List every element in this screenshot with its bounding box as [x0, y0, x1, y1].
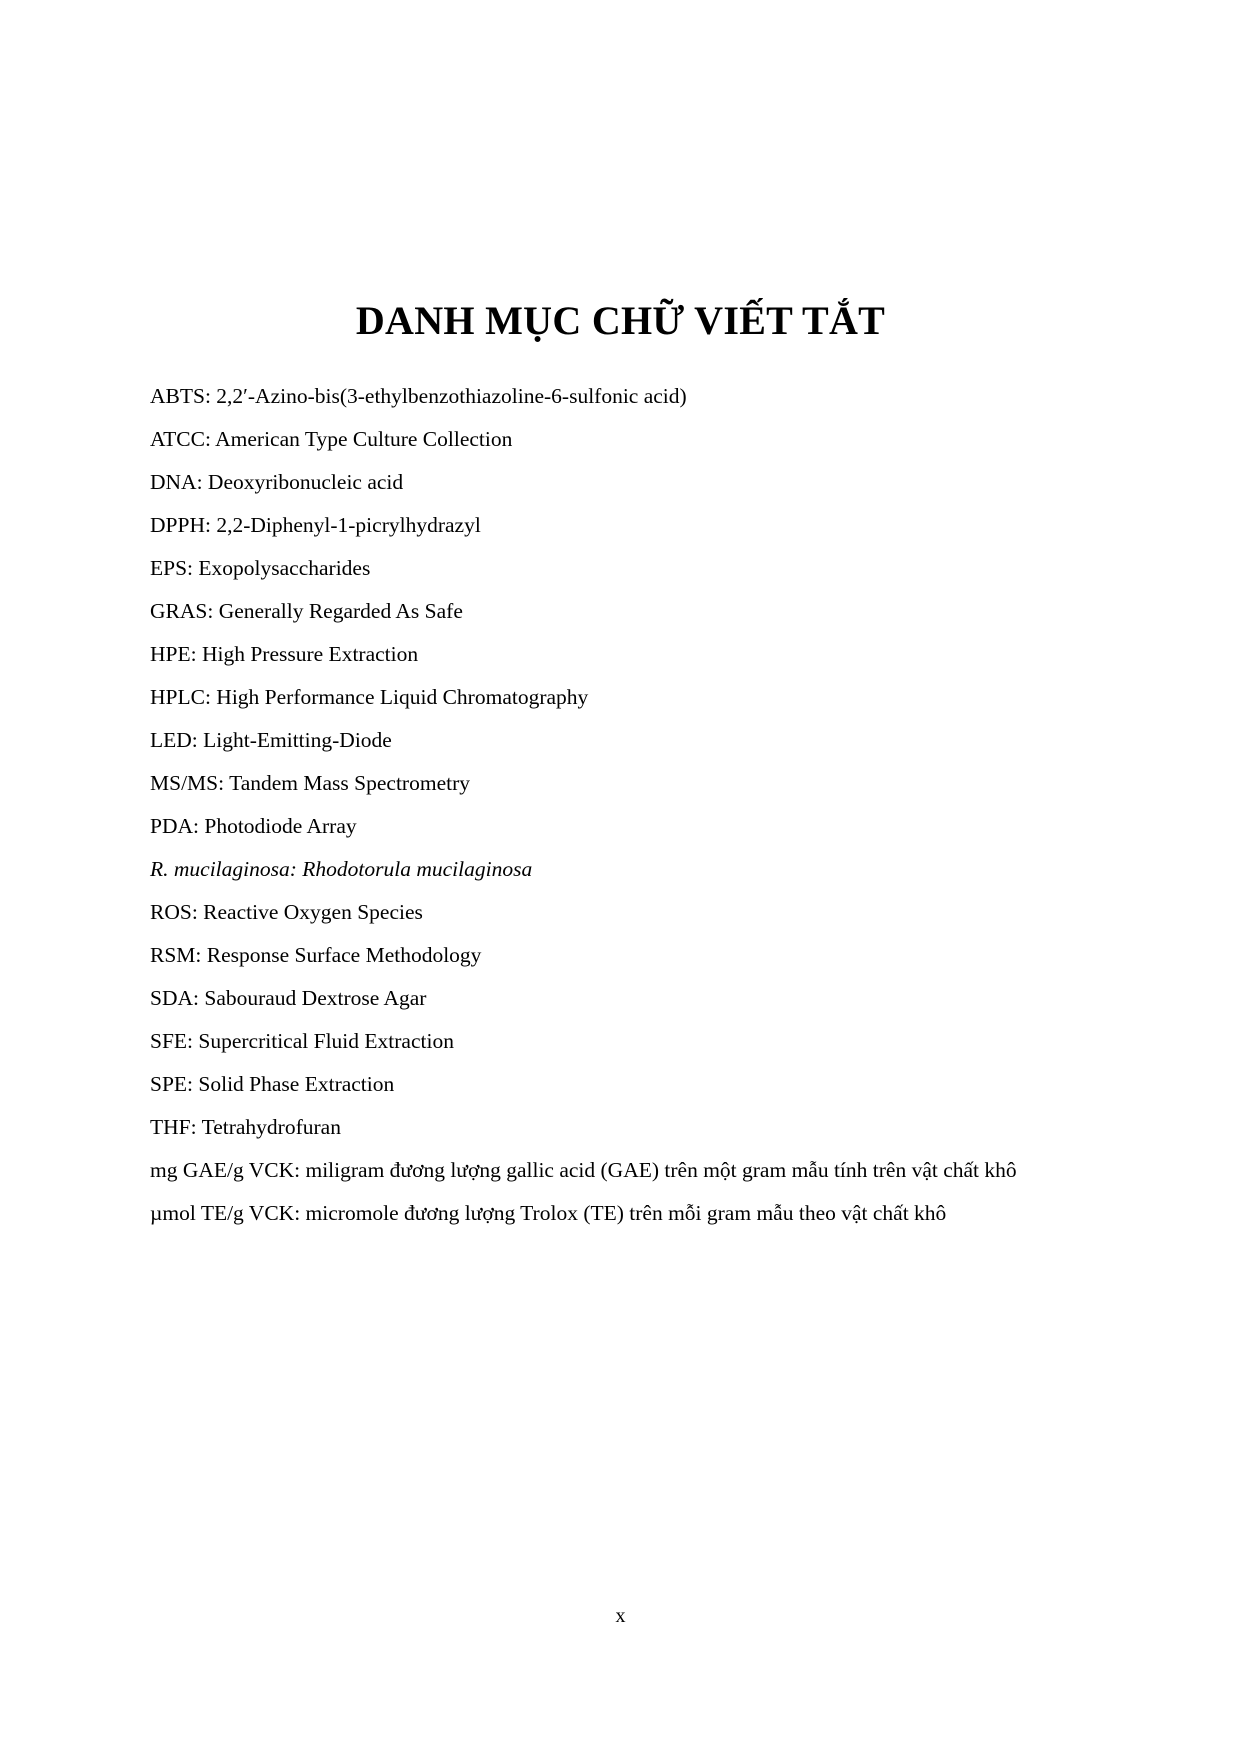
abbreviation-item-spe: SPE: Solid Phase Extraction — [150, 1072, 395, 1096]
abbreviation-item-abts: ABTS: 2,2′-Azino-bis(3-ethylbenzothiazoline-6-sulfonic acid) — [150, 384, 687, 408]
abbreviation-item-dpph: DPPH: 2,2-Diphenyl-1-picrylhydrazyl — [150, 513, 481, 537]
abbreviation-item-mg-gae: mg GAE/g VCK: miligram đương lượng gallic acid (GAE) trên một gram mẫu tính trên vật chất khô — [150, 1158, 1017, 1182]
abbreviation-item-hpe: HPE: High Pressure Extraction — [150, 642, 419, 666]
abbreviation-item-hplc: HPLC: High Performance Liquid Chromatography — [150, 685, 589, 709]
abbreviation-item-r-mucilaginosa: R. mucilaginosa: Rhodotorula mucilaginosa — [150, 857, 533, 881]
abbreviation-item-thf: THF: Tetrahydrofuran — [150, 1115, 341, 1139]
abbreviation-item-gras: GRAS: Generally Regarded As Safe — [150, 599, 463, 623]
page-title: DANH MỤC CHỮ VIẾT TẮT — [355, 298, 886, 343]
abbreviation-item-eps: EPS: Exopolysaccharides — [150, 556, 371, 580]
abbreviation-item-ros: ROS: Reactive Oxygen Species — [150, 900, 423, 924]
abbreviation-item-sfe: SFE: Supercritical Fluid Extraction — [150, 1029, 454, 1053]
abbreviation-item-umol-te: µmol TE/g VCK: micromole đương lượng Trolox (TE) trên mỗi gram mẫu theo vật chất khô — [150, 1201, 947, 1225]
abbreviation-item-rsm: RSM: Response Surface Methodology — [150, 943, 482, 967]
abbreviation-item-atcc: ATCC: American Type Culture Collection — [150, 427, 513, 451]
abbreviation-list — [150, 375, 1090, 1235]
abbreviation-item-dna: DNA: Deoxyribonucleic acid — [150, 470, 404, 494]
abbreviation-item-pda: PDA: Photodiode Array — [150, 814, 357, 838]
abbreviation-item-sda: SDA: Sabouraud Dextrose Agar — [150, 986, 427, 1010]
page-number: x — [615, 1605, 626, 1627]
abbreviation-item-msms: MS/MS: Tandem Mass Spectrometry — [150, 771, 470, 795]
abbreviation-item-led: LED: Light-Emitting-Diode — [150, 728, 392, 752]
